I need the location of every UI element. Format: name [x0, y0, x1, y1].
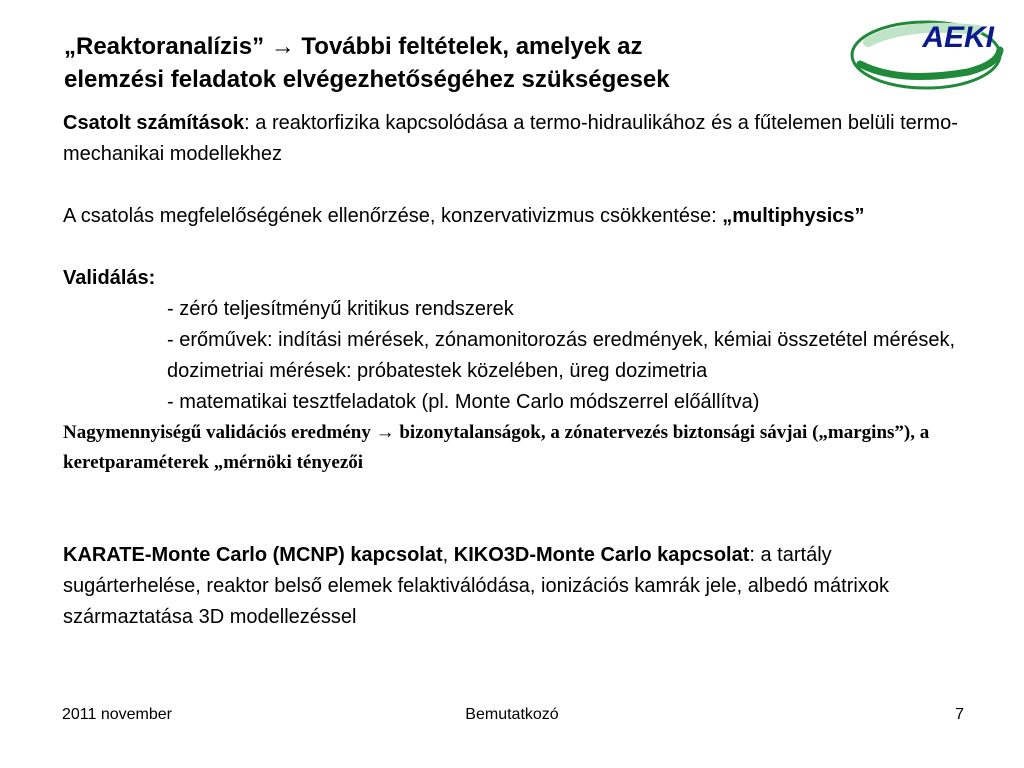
validation-heading: Validálás: — [63, 267, 156, 289]
validation-results-note: Nagymennyiségű validációs eredmény → bizonytalanságok, a zónatervezés biztonsági sávjai („margins”), a keretparaméterek „mérnöki tényezői — [63, 422, 930, 473]
aeki-logo — [848, 14, 1004, 92]
multiphysics-term: „multiphysics” — [722, 205, 865, 227]
coupling-check-text: A csatolás megfelelőségének ellenőrzése, konzervativizmus csökkentése: — [63, 205, 717, 227]
slide-title — [64, 30, 824, 96]
coupling-check — [63, 201, 963, 232]
footer-title: Bemutatkozó — [465, 706, 559, 723]
validation-item-3: - matematikai tesztfeladatok (pl. Monte Carlo módszerrel előállítva) — [167, 391, 760, 413]
coupled-label: Csatolt számítások — [63, 112, 245, 134]
coupled-text: : a reaktorfizika kapcsolódása a termo-hidraulikához és a fűtelemen belüli termo-mechanikai modellekhez — [63, 112, 958, 165]
page-number: 7 — [955, 706, 964, 723]
karate-kiko-coupling: KARATE-Monte Carlo (MCNP) kapcsolat, KIKO3D-Monte Carlo kapcsolat: a tartály sugárterhelése, reaktor belső elemek felaktiválódása, ionizációs kamrák jele, albedó mátrixok származtatása 3D modellezéssel — [63, 544, 889, 628]
karate-text: : a tartály sugárterhelése, reaktor belső elemek felaktiválódása, ionizációs kamrák jele, albedó mátrixok származtatása 3D modellezéssel — [63, 544, 889, 628]
validation-item-1: - zéró teljesítményű kritikus rendszerek — [167, 298, 514, 320]
kiko-label: KIKO3D-Monte Carlo kapcsolat — [453, 544, 750, 566]
validation-item-2: - erőművek: indítási mérések, zónamonitorozás eredmények, kémiai összetétel mérések, dozimetriai mérések: próbatestek közelében, üreg dozimetria — [167, 329, 956, 382]
title-line-1: „Reaktoranalízis” → További feltételek, amelyek az — [64, 33, 643, 60]
slide-footer — [0, 706, 1024, 730]
slide-body — [63, 108, 963, 633]
logo-text: AEKI — [922, 21, 994, 54]
coupled-calculations — [63, 108, 963, 170]
footer-date: 2011 november — [62, 706, 172, 723]
title-line-2: elemzési feladatok elvégezhetőségéhez szükségesek — [64, 66, 670, 93]
karate-label: KARATE-Monte Carlo (MCNP) kapcsolat — [63, 544, 443, 566]
